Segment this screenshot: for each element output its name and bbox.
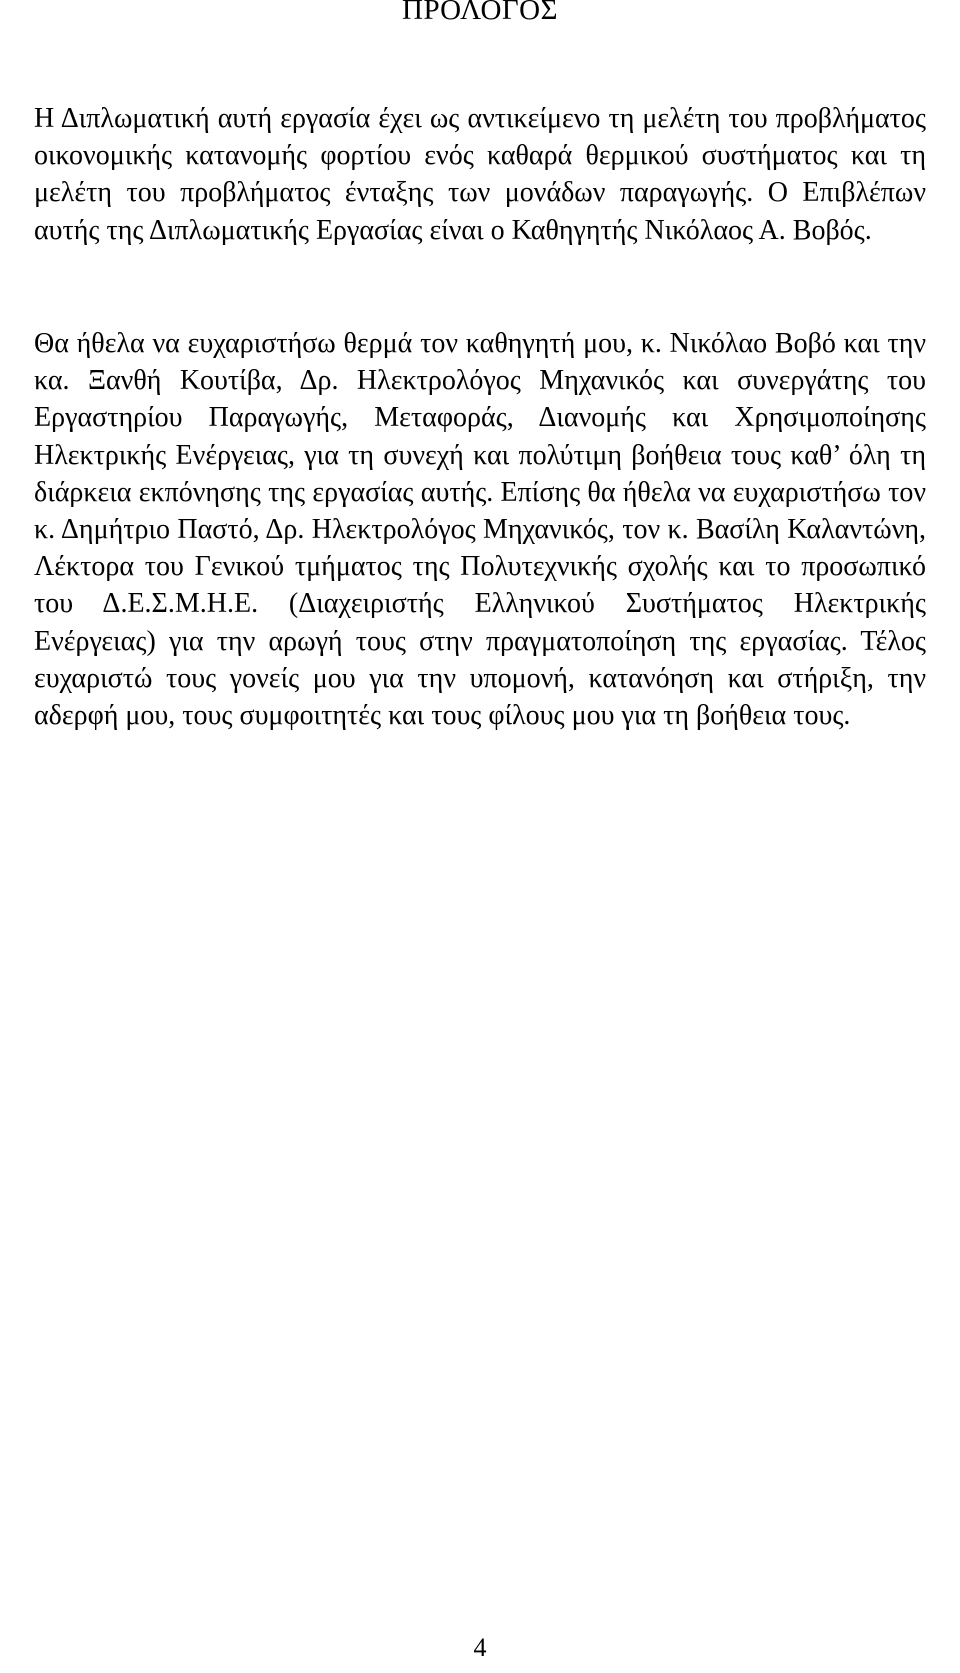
paragraph-intro: Η Διπλωματική αυτή εργασία έχει ως αντικείμενο τη μελέτη του προβλήματος οικονομικής κατανομής φορτίου ενός καθαρά θερμικού συστήματος και τη μελέτη του προβλήματος ένταξης των μονάδων παραγωγής. Ο Επιβλέπων αυτής της Διπλωματικής Εργασίας είναι ο Καθηγητής Νικόλαος Α. Βοβός.: [34, 103, 926, 246]
paragraph-acknowledgements: Θα ήθελα να ευχαριστήσω θερμά τον καθηγητή μου, κ. Νικόλαο Βοβό και την κα. Ξανθή Κουτίβα, Δρ. Ηλεκτρολόγος Μηχανικός και συνεργάτης του Εργαστηρίου Παραγωγής, Μεταφοράς, Διανομής και Χρησιμοποίησης Ηλεκτρικής Ενέργειας, για τη συνεχή και πολύτιμη βοήθεια τους καθ’ όλη τη διάρκεια εκπόνησης της εργασίας αυτής. Επίσης θα ήθελα να ευχαριστήσω τον κ. Δημήτριο Παστό, Δρ. Ηλεκτρολόγος Μηχανικός, τον κ. Βασίλη Καλαντώνη, Λέκτορα του Γενικού τμήματος της Πολυτεχνικής σχολής και το προσωπικό του Δ.Ε.Σ.Μ.Η.Ε. (Διαχειριστής Ελληνικού Συστήματος Ηλεκτρικής Ενέργειας) για την αρωγή τους στην πραγματοποίηση της εργασίας. Τέλος ευχαριστώ τους γονείς μου για την υπομονή, κατανόηση και στήριξη, την αδερφή μου, τους συμφοιτητές και τους φίλους μου για τη βοήθεια τους.: [34, 328, 926, 732]
page-number: 4: [473, 1633, 487, 1662]
page-title: ΠΡΟΛΟΓΟΣ: [402, 0, 558, 26]
